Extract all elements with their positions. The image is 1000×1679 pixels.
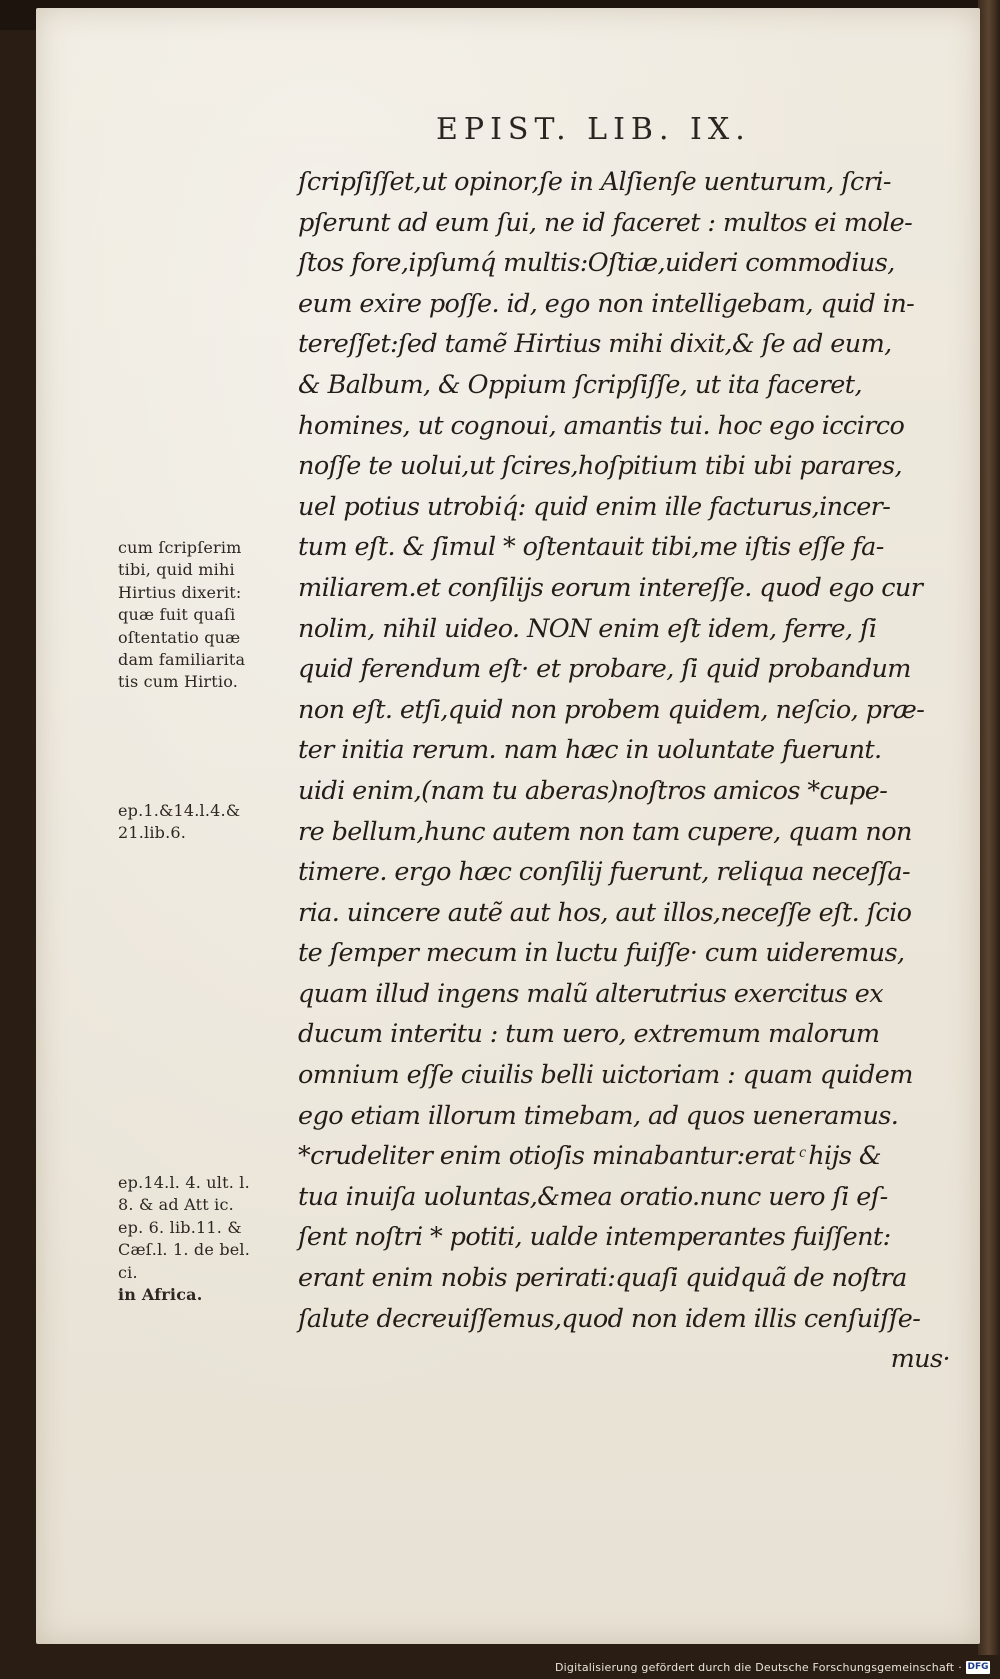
footer-separator: · (958, 1660, 962, 1674)
margin-line: ep.14.l. 4. ult. l. (118, 1173, 250, 1192)
text-line: ducum interitu : tum uero, extremum malorum (298, 1019, 880, 1050)
catchword-line: mus· (890, 1344, 950, 1375)
body-text (298, 162, 950, 1380)
margin-line: tibi, quid mihi (118, 560, 235, 580)
marginal-note-hirtius (118, 537, 296, 694)
text-line: quid ferendum eſt· et probare, ſi quid probandum (298, 654, 911, 685)
dfg-logo-icon: DFG (967, 1661, 989, 1672)
text-line: erant enim nobis perirati:quaſi quidquã de noſtra (298, 1263, 907, 1294)
text-line: tum eſt. & ſimul * oſtentauit tibi,me iſtis eſſe fa- (298, 532, 884, 563)
text-line: timere. ergo hæc conſilij fuerunt, reliqua neceſſa- (298, 857, 911, 888)
text-line: ria. uincere autẽ aut hos, aut illos,neceſſe eſt. ſcio (298, 897, 912, 928)
text-line: miliarem.et conſilijs eorum intereſſe. quod ego cur (298, 572, 923, 603)
margin-line: quæ fuit quaſi (118, 605, 236, 625)
margin-line: ep. 6. lib.11. & (118, 1217, 242, 1237)
text-line: ſtos fore,ipſumq́ multis:Oſtiæ,uideri commodius, (298, 248, 895, 279)
margin-line: Cæſ.l. 1. de bel. (118, 1240, 251, 1260)
margin-line: cum ſcripſerim (118, 538, 242, 557)
marginal-note-reference-1 (118, 800, 296, 845)
text-line: *crudeliter enim otioſis minabantur:erat ͨ hijs & (298, 1141, 882, 1172)
margin-line: tis cum Hirtio. (118, 672, 239, 692)
text-line: non eſt. etſi,quid non probem quidem, neſcio, præ- (298, 694, 925, 725)
margin-line: 21.lib.6. (118, 823, 187, 843)
margin-line: Hirtius dixerit: (118, 582, 242, 602)
text-line: omnium eſſe ciuilis belli uictoriam : quam quidem (298, 1060, 913, 1091)
text-line: tereſſet:ſed tamẽ Hirtius mihi dixit,& ſe ad eum, (298, 329, 892, 360)
text-line: ſcripſiſſet,ut opinor,ſe in Alſienſe uenturum, ſcri- (298, 167, 891, 197)
text-line: uidi enim,(nam tu aberas)noſtros amicos *cupe- (298, 775, 888, 806)
text-line: noſſe te uolui,ut ſcires,hoſpitium tibi ubi parares, (298, 451, 903, 482)
footer-credit: Digitalisierung gefördert durch die Deutsche Forschungsgemeinschaft (554, 1660, 955, 1674)
text-line: uel potius utrobiq́: quid enim ille facturus,incer- (298, 491, 891, 522)
marginal-note-reference-2 (118, 1172, 296, 1306)
text-line: & Balbum, & Oppium ſcripſiſſe, ut ita faceret, (298, 369, 862, 400)
text-line: tua inuiſa uoluntas,&mea oratio.nunc uero ſi eſ- (298, 1181, 888, 1212)
margin-line: ci. (118, 1262, 138, 1282)
text-line: ſent noſtri * potiti, ualde intemperantes fuiſſent: (298, 1222, 891, 1253)
margin-line: dam familiarita (118, 649, 246, 669)
text-line: pſerunt ad eum ſui, ne id faceret : multos ei mole- (298, 207, 913, 238)
text-line: quam illud ingens malũ alterutrius exercitus ex (298, 978, 884, 1009)
text-line: re bellum,hunc autem non tam cupere, quam non (298, 816, 912, 847)
margin-line: oſtentatio quæ (118, 627, 241, 647)
text-line: ſalute decreuiſſemus,quod non idem illis cenſuiſſe- (298, 1303, 921, 1334)
running-title: EPIST. LIB. IX. (436, 112, 751, 147)
text-line: ter initia rerum. nam hæc in uoluntate fuerunt. (298, 735, 882, 766)
text-line: ego etiam illorum timebam, ad quos ueneramus. (298, 1100, 899, 1131)
margin-line: ep.1.&14.l.4.& (118, 801, 241, 820)
text-line: te ſemper mecum in luctu fuiſſe· cum uideremus, (298, 938, 905, 969)
text-line: homines, ut cognoui, amantis tui. hoc ego iccirco (298, 410, 905, 441)
digitization-footer (555, 1658, 990, 1676)
margin-line: 8. & ad Att ic. (118, 1195, 234, 1215)
text-line: eum exire poſſe. id, ego non intelligebam, quid in- (298, 288, 915, 319)
text-line: nolim, nihil uideo. NON enim eſt idem, ferre, ſi (298, 613, 877, 644)
book-edge-right (978, 0, 1000, 1655)
margin-line: in Africa. (118, 1284, 203, 1304)
